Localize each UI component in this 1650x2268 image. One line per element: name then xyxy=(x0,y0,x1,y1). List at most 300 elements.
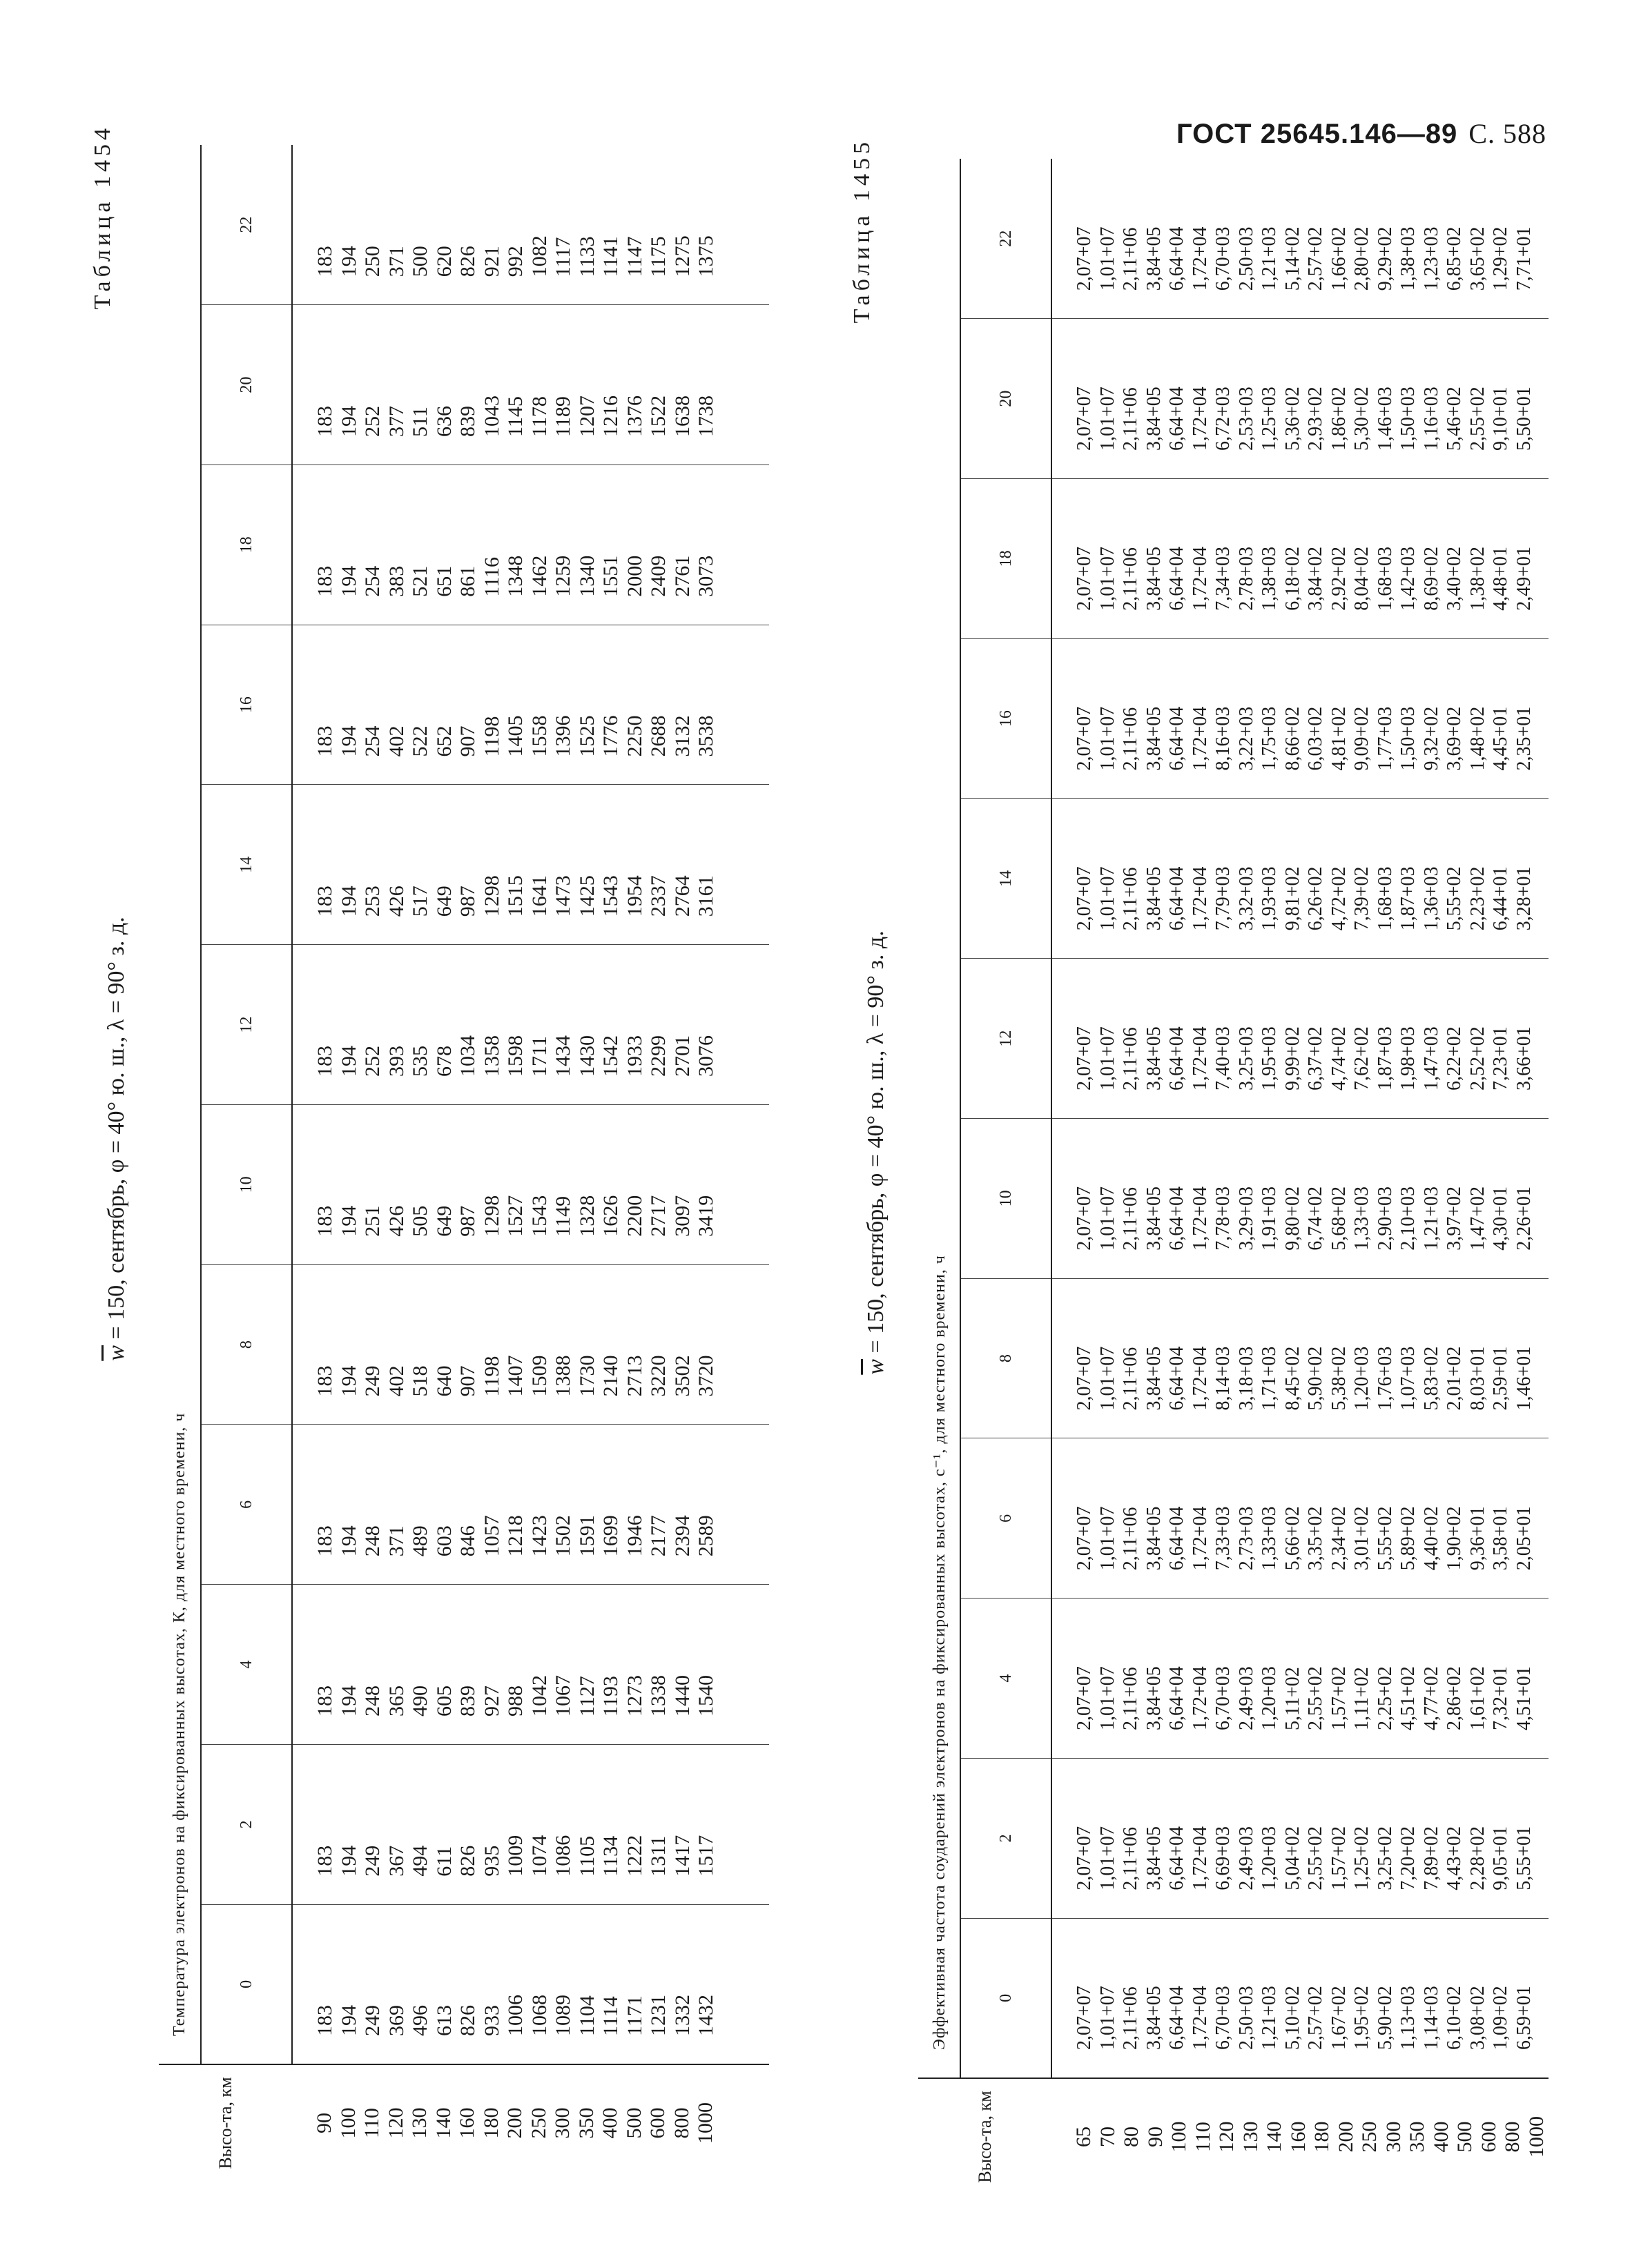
table-cell: 1175 xyxy=(647,236,670,277)
table-cell: 1440 xyxy=(670,1675,694,1717)
table-cell: 2,11+06 xyxy=(1120,547,1141,611)
table-cell: 6,64+04 xyxy=(1166,1666,1187,1730)
table-cell: 826 xyxy=(456,1845,479,1877)
table-cell: 1,98+03 xyxy=(1397,1026,1419,1091)
table-cell: 9,29+02 xyxy=(1374,226,1396,291)
table-cell: 183 xyxy=(313,1685,336,1717)
table-cell: 1525 xyxy=(575,715,599,757)
altitude-header: Высо-та, км xyxy=(159,2064,292,2181)
table-cell: 2,25+02 xyxy=(1374,1666,1396,1730)
table-cell: 3538 xyxy=(695,715,717,757)
table-cell: 194 xyxy=(337,1845,360,1877)
table-cell: 5,55+02 xyxy=(1374,1506,1396,1571)
table-cell: 2,34+02 xyxy=(1328,1506,1350,1571)
table-cell: 3161 xyxy=(695,875,717,917)
table-cell: 1,20+03 xyxy=(1259,1666,1280,1730)
table-cell: 613 xyxy=(432,2005,456,2036)
table-cell: 1089 xyxy=(552,1995,574,2036)
table-cell: 3,22+03 xyxy=(1235,706,1257,771)
table-cell: 5,90+02 xyxy=(1305,1346,1326,1411)
table-cell: 402 xyxy=(385,725,408,757)
table-cell: 3,08+02 xyxy=(1466,1986,1488,2050)
table-cell: 649 xyxy=(432,1205,456,1237)
table-cell: 1,72+04 xyxy=(1189,1826,1211,1890)
table-cell: 1,75+03 xyxy=(1259,706,1280,771)
table-cell: 5,55+01 xyxy=(1513,1826,1535,1890)
table-cell: 3132 xyxy=(670,715,694,757)
altitude-value: 300 xyxy=(1381,2121,1405,2153)
table-cell: 1,33+03 xyxy=(1351,1186,1372,1251)
table-cell: 6,70+03 xyxy=(1212,226,1234,291)
table-cell: 1116 xyxy=(480,556,503,597)
table-cell: 3,84+05 xyxy=(1143,226,1165,291)
table-cell: 1009 xyxy=(504,1835,527,1877)
table-cell: 1699 xyxy=(599,1515,622,1557)
table-cell: 1,23+03 xyxy=(1420,226,1442,291)
table-cell: 1,01+07 xyxy=(1096,866,1118,931)
table-cell: 3,84+05 xyxy=(1143,546,1165,611)
value-column xyxy=(1051,319,1549,479)
table-cell: 6,44+01 xyxy=(1490,866,1511,931)
table-cell: 1730 xyxy=(575,1355,599,1397)
table-cell: 183 xyxy=(313,2005,336,2036)
table-cell: 1216 xyxy=(599,395,622,437)
table-cell: 2,07+07 xyxy=(1074,1186,1095,1251)
value-column xyxy=(1051,479,1549,639)
table-cell: 3,18+03 xyxy=(1235,1346,1257,1411)
table-cell: 2,57+02 xyxy=(1305,226,1326,291)
table-cell: 921 xyxy=(480,246,503,277)
table-cell: 2,50+03 xyxy=(1235,1986,1257,2050)
hour-header: 10 xyxy=(201,1105,292,1265)
value-column xyxy=(292,1904,769,2064)
table-cell: 6,64+04 xyxy=(1166,1506,1187,1571)
table-cell: 1738 xyxy=(695,395,717,437)
table-cell: 3,40+02 xyxy=(1444,546,1465,611)
table-cell: 371 xyxy=(385,1525,408,1557)
table-cell: 2,49+03 xyxy=(1235,1666,1257,1730)
table-cell: 1198 xyxy=(480,1356,503,1397)
value-column xyxy=(1051,1438,1549,1599)
table-cell: 6,22+02 xyxy=(1444,1026,1465,1091)
altitude-value: 400 xyxy=(1429,2121,1453,2153)
table-cell: 2,11+06 xyxy=(1120,707,1141,771)
table-cell: 3,84+05 xyxy=(1143,1986,1165,2050)
table-cell: 1,14+03 xyxy=(1420,1986,1442,2050)
table-cell: 2,26+01 xyxy=(1513,1186,1535,1251)
table-cell: 249 xyxy=(361,1845,384,1877)
table-cell: 933 xyxy=(480,2005,503,2036)
table-cell: 1178 xyxy=(527,396,551,437)
table-cell: 1086 xyxy=(552,1835,574,1877)
table-cell: 2394 xyxy=(670,1515,694,1557)
table-1455-block xyxy=(849,110,1553,2195)
table-cell: 7,32+01 xyxy=(1490,1666,1511,1730)
table-cell: 1430 xyxy=(575,1035,599,1077)
table-cell: 1,68+03 xyxy=(1374,546,1396,611)
table-cell: 183 xyxy=(313,565,336,597)
table-cell: 1,87+03 xyxy=(1397,866,1419,931)
altitude-value: 110 xyxy=(360,2108,383,2138)
altitude-value: 100 xyxy=(336,2107,360,2139)
table-cell: 1068 xyxy=(527,1995,551,2036)
table-cell: 2,28+02 xyxy=(1466,1826,1488,1890)
table-cell: 5,68+02 xyxy=(1328,1186,1350,1251)
table-1454-block xyxy=(90,97,780,2181)
table-cell: 2,49+01 xyxy=(1513,546,1535,611)
table-cell: 9,80+02 xyxy=(1281,1186,1303,1251)
table-cell: 1,95+02 xyxy=(1351,1986,1372,2050)
table-cell: 3,01+02 xyxy=(1351,1506,1372,1571)
table-cell: 2,52+02 xyxy=(1466,1026,1488,1091)
table-cell: 839 xyxy=(456,406,479,437)
table-cell: 2,50+03 xyxy=(1235,226,1257,291)
table-cell: 3,66+01 xyxy=(1513,1026,1535,1091)
table-cell: 1,01+07 xyxy=(1096,1026,1118,1091)
altitude-value: 160 xyxy=(1286,2121,1310,2153)
table-cell: 1,66+02 xyxy=(1328,226,1350,291)
table-cell: 605 xyxy=(432,1685,456,1717)
table-cell: 6,64+04 xyxy=(1166,866,1187,931)
table-cell: 6,37+02 xyxy=(1305,1026,1326,1091)
altitude-value: 70 xyxy=(1096,2127,1119,2147)
table-cell: 6,74+02 xyxy=(1305,1186,1326,1251)
table-cell: 603 xyxy=(432,1525,456,1557)
table-cell: 183 xyxy=(313,1046,336,1077)
altitude-value: 1000 xyxy=(1524,2116,1548,2158)
table-cell: 248 xyxy=(361,1685,384,1717)
table-cell: 2,57+02 xyxy=(1305,1986,1326,2050)
table-cell: 1,72+04 xyxy=(1189,226,1211,291)
table-cell: 249 xyxy=(361,2005,384,2036)
table-cell: 1082 xyxy=(527,235,551,277)
table-cell: 826 xyxy=(456,2005,479,2036)
table-cell: 2,49+03 xyxy=(1235,1826,1257,1890)
table-cell: 1,72+04 xyxy=(1189,1666,1211,1730)
table-cell: 1057 xyxy=(480,1515,503,1557)
table-cell: 1711 xyxy=(527,1036,551,1077)
table-cell: 1105 xyxy=(575,1835,599,1877)
table-cell: 2,01+02 xyxy=(1444,1346,1465,1411)
table-cell: 1776 xyxy=(599,715,622,757)
table-cell: 7,40+03 xyxy=(1212,1026,1234,1091)
table-cell: 8,45+02 xyxy=(1281,1346,1303,1411)
altitude-value: 120 xyxy=(384,2107,407,2139)
table-cell: 2,93+02 xyxy=(1305,387,1326,451)
hour-header: 16 xyxy=(960,638,1051,799)
table-cell: 1,01+07 xyxy=(1096,1666,1118,1730)
table-cell: 4,45+01 xyxy=(1490,706,1511,771)
value-column xyxy=(1051,1119,1549,1279)
table-cell: 7,34+03 xyxy=(1212,546,1234,611)
table-cell: 194 xyxy=(337,1046,360,1077)
table-cell: 1417 xyxy=(670,1835,694,1877)
altitude-value: 100 xyxy=(1167,2121,1190,2153)
table-cell: 2,90+03 xyxy=(1374,1186,1396,1251)
table-cell: 371 xyxy=(385,246,408,277)
table-cell: 194 xyxy=(337,1525,360,1557)
table-cell: 4,30+01 xyxy=(1490,1186,1511,1251)
table-cell: 500 xyxy=(409,246,431,277)
hour-header: 10 xyxy=(960,1119,1051,1279)
table-cell: 1,01+07 xyxy=(1096,1986,1118,2050)
table-cell: 1,16+03 xyxy=(1420,387,1442,451)
table-cell: 3720 xyxy=(695,1355,717,1397)
table-cell: 1149 xyxy=(552,1195,574,1237)
table-cell: 1558 xyxy=(527,715,551,757)
value-column xyxy=(1051,638,1549,799)
table-cell: 6,64+04 xyxy=(1166,387,1187,451)
table-cell: 1,42+03 xyxy=(1397,546,1419,611)
table-cell: 2,53+03 xyxy=(1235,387,1257,451)
table-cell: 3,25+03 xyxy=(1235,1026,1257,1091)
table-cell: 1551 xyxy=(599,555,622,597)
table-cell: 3,84+05 xyxy=(1143,706,1165,771)
table-cell: 1,01+07 xyxy=(1096,1186,1118,1251)
table-cell: 1,25+02 xyxy=(1351,1826,1372,1890)
table-cell: 1,01+07 xyxy=(1096,1826,1118,1890)
table-cell: 1396 xyxy=(552,715,574,757)
altitude-value: 500 xyxy=(622,2107,646,2139)
table-cell: 1638 xyxy=(670,395,694,437)
table-cell: 5,89+02 xyxy=(1397,1506,1419,1571)
table-cell: 1193 xyxy=(599,1676,622,1717)
table-cell: 3,69+02 xyxy=(1444,706,1465,771)
table-cell: 1,25+03 xyxy=(1259,387,1280,451)
table-cell: 2,07+07 xyxy=(1074,226,1095,291)
table-cell: 8,69+02 xyxy=(1420,546,1442,611)
table-cell: 194 xyxy=(337,565,360,597)
value-column xyxy=(1051,1918,1549,2078)
table-cell: 3,84+05 xyxy=(1143,866,1165,931)
table-cell: 1340 xyxy=(575,555,599,597)
table-cell: 1,95+03 xyxy=(1259,1026,1280,1091)
table-cell: 2,80+02 xyxy=(1351,226,1372,291)
table-cell: 1,50+03 xyxy=(1397,706,1419,771)
table-cell: 2,35+01 xyxy=(1513,706,1535,771)
table-cell: 9,36+01 xyxy=(1466,1506,1488,1571)
table-cell: 6,64+04 xyxy=(1166,1346,1187,1411)
table-cell: 183 xyxy=(313,406,336,437)
table-cell: 1,76+03 xyxy=(1374,1346,1396,1411)
table-cell: 194 xyxy=(337,246,360,277)
table-cell: 935 xyxy=(480,1845,503,1877)
table-cell: 2,07+07 xyxy=(1074,1666,1095,1730)
table-cell: 377 xyxy=(385,406,408,437)
table-cell: 2409 xyxy=(647,555,670,597)
value-column xyxy=(1051,1759,1549,1919)
table-cell: 505 xyxy=(409,1205,431,1237)
value-column xyxy=(292,305,769,465)
altitude-value: 600 xyxy=(1477,2121,1500,2153)
table-cell: 1338 xyxy=(647,1675,670,1717)
table-cell: 253 xyxy=(361,886,384,917)
table-cell: 1,91+03 xyxy=(1259,1186,1280,1251)
table-cell: 194 xyxy=(337,886,360,917)
table-cell: 1376 xyxy=(623,395,646,437)
table-cell: 1,72+04 xyxy=(1189,1346,1211,1411)
altitude-value: 350 xyxy=(1406,2121,1428,2153)
table-cell: 2,07+07 xyxy=(1074,1826,1095,1890)
w-symbol: $\overline{w}$ xyxy=(863,1359,889,1375)
table-cell: 1,72+04 xyxy=(1189,1026,1211,1091)
table-cell: 6,64+04 xyxy=(1166,1986,1187,2050)
table-title xyxy=(104,97,130,2181)
table-cell: 1540 xyxy=(695,1675,717,1717)
table-cell: 6,70+03 xyxy=(1212,1666,1234,1730)
table-cell: 1,67+02 xyxy=(1328,1986,1350,2050)
table-cell: 1,61+02 xyxy=(1466,1666,1488,1730)
table-cell: 1543 xyxy=(599,875,622,917)
table-cell: 183 xyxy=(313,1205,336,1237)
table-cell: 1626 xyxy=(599,1195,622,1237)
table-cell: 1,38+03 xyxy=(1259,546,1280,611)
table-cell: 1425 xyxy=(575,875,599,917)
table-cell: 3097 xyxy=(670,1195,694,1237)
table-cell: 2,11+06 xyxy=(1120,1986,1141,2050)
table-cell: 1434 xyxy=(552,1035,574,1077)
table-cell: 1117 xyxy=(552,237,574,277)
table-cell: 3073 xyxy=(695,555,717,597)
table-cell: 1,48+02 xyxy=(1466,706,1488,771)
table-cell: 521 xyxy=(409,565,431,597)
table-cell: 1,77+03 xyxy=(1374,706,1396,771)
table-cell: 4,72+02 xyxy=(1328,866,1350,931)
table-title-text: = 150, сентябрь, φ = 40° ю. ш., λ = 90° з. д. xyxy=(104,917,129,1346)
table-cell: 1,13+03 xyxy=(1397,1986,1419,2050)
hour-header: 18 xyxy=(960,479,1051,639)
table-cell: 3,84+05 xyxy=(1143,1346,1165,1411)
table-cell: 1114 xyxy=(599,1996,622,2036)
table-cell: 383 xyxy=(385,565,408,597)
table-cell: 678 xyxy=(432,1046,456,1077)
table-cell: 6,69+03 xyxy=(1212,1826,1234,1890)
table-cell: 426 xyxy=(385,1205,408,1237)
table-cell: 3502 xyxy=(670,1355,694,1397)
table-cell: 1218 xyxy=(504,1515,527,1557)
table-cell: 6,64+04 xyxy=(1166,1186,1187,1251)
table-cell: 494 xyxy=(409,1845,431,1877)
value-column xyxy=(292,945,769,1105)
table-cell: 1043 xyxy=(480,395,503,437)
table-cell: 1259 xyxy=(552,555,574,597)
table-cell: 6,64+04 xyxy=(1166,226,1187,291)
table-cell: 3419 xyxy=(695,1195,717,1237)
hour-header: 22 xyxy=(960,159,1051,319)
table-cell: 3076 xyxy=(695,1035,717,1077)
hour-header: 8 xyxy=(960,1278,1051,1438)
table-cell: 2,07+07 xyxy=(1074,706,1095,771)
altitude-value: 1000 xyxy=(694,2102,717,2144)
table-cell: 9,99+02 xyxy=(1281,1026,1303,1091)
table-cell: 5,11+02 xyxy=(1281,1667,1303,1730)
value-column xyxy=(292,145,769,305)
table-cell: 2,07+07 xyxy=(1074,546,1095,611)
table-cell: 5,50+01 xyxy=(1513,387,1535,451)
table-cell: 1,29+02 xyxy=(1490,226,1511,291)
table-cell: 2,55+02 xyxy=(1466,387,1488,451)
table-cell: 3,97+02 xyxy=(1444,1186,1465,1251)
table-title-text: = 150, сентябрь, φ = 40° ю. ш., λ = 90° з. д. xyxy=(863,930,889,1360)
hour-header: 4 xyxy=(960,1599,1051,1759)
table-cell: 1462 xyxy=(527,555,551,597)
table-cell: 5,55+02 xyxy=(1444,866,1465,931)
value-column xyxy=(292,1264,769,1425)
table-cell: 2,11+06 xyxy=(1120,1347,1141,1411)
table-cell: 3,35+02 xyxy=(1305,1506,1326,1571)
table-cell: 1207 xyxy=(575,395,599,437)
table-cell: 1946 xyxy=(623,1515,646,1557)
altitude-value: 500 xyxy=(1453,2121,1476,2153)
hour-header: 22 xyxy=(201,145,292,305)
table-cell: 4,74+02 xyxy=(1328,1026,1350,1091)
table-cell: 1,47+03 xyxy=(1420,1026,1442,1091)
table-cell: 2,23+02 xyxy=(1466,866,1488,931)
table-cell: 1145 xyxy=(504,396,527,437)
table-cell: 402 xyxy=(385,1365,408,1397)
table-cell: 1,57+02 xyxy=(1328,1826,1350,1890)
table-cell: 3,84+05 xyxy=(1143,1826,1165,1890)
table-cell: 9,09+02 xyxy=(1351,706,1372,771)
altitude-header: Высо-та, км xyxy=(918,2078,1051,2195)
table-cell: 6,64+04 xyxy=(1166,546,1187,611)
table-cell: 651 xyxy=(432,565,456,597)
table-cell: 7,23+01 xyxy=(1490,1026,1511,1091)
altitude-value: 140 xyxy=(1263,2121,1285,2153)
table-cell: 9,81+02 xyxy=(1281,866,1303,931)
table-cell: 1,36+03 xyxy=(1420,866,1442,931)
table-cell: 3,29+03 xyxy=(1235,1186,1257,1251)
table-cell: 1,01+07 xyxy=(1096,706,1118,771)
table-cell: 1134 xyxy=(599,1835,622,1877)
altitude-value: 90 xyxy=(313,2113,336,2133)
table-cell: 8,66+02 xyxy=(1281,706,1303,771)
table-cell: 6,64+04 xyxy=(1166,706,1187,771)
table-cell: 6,10+02 xyxy=(1444,1986,1465,2050)
table-cell: 1,87+03 xyxy=(1374,1026,1396,1091)
table-cell: 1432 xyxy=(695,1995,717,2036)
hour-header: 14 xyxy=(201,785,292,945)
standard-code: ГОСТ 25645.146—89 xyxy=(1176,119,1458,149)
value-column xyxy=(292,785,769,945)
table-cell: 5,36+02 xyxy=(1281,387,1303,451)
hour-header: 0 xyxy=(201,1904,292,2064)
table-caption: Температура электронов на фиксированных высотах, К, для местного времени, ч xyxy=(159,145,201,2064)
table-cell: 8,16+03 xyxy=(1212,706,1234,771)
table-cell: 6,70+03 xyxy=(1212,1986,1234,2050)
table-cell: 2589 xyxy=(695,1515,717,1557)
table-cell: 6,85+02 xyxy=(1444,226,1465,291)
table-cell: 992 xyxy=(504,246,527,277)
table-cell: 1067 xyxy=(552,1675,574,1717)
table-cell: 2200 xyxy=(623,1195,646,1237)
hour-header: 18 xyxy=(201,465,292,625)
table-cell: 2,11+06 xyxy=(1120,227,1141,291)
table-number: Таблица 1455 xyxy=(849,138,875,324)
table-cell: 5,38+02 xyxy=(1328,1346,1350,1411)
table-cell: 3,84+05 xyxy=(1143,1506,1165,1571)
table-cell: 1,11+02 xyxy=(1351,1667,1372,1730)
value-column xyxy=(292,1425,769,1585)
table-cell: 1348 xyxy=(504,555,527,597)
table-cell: 1,20+03 xyxy=(1259,1826,1280,1890)
table-cell: 907 xyxy=(456,725,479,757)
table-cell: 1006 xyxy=(504,1995,527,2036)
table-cell: 1641 xyxy=(527,875,551,917)
table-cell: 1332 xyxy=(670,1995,694,2036)
data-table xyxy=(159,145,769,2181)
table-cell: 194 xyxy=(337,725,360,757)
